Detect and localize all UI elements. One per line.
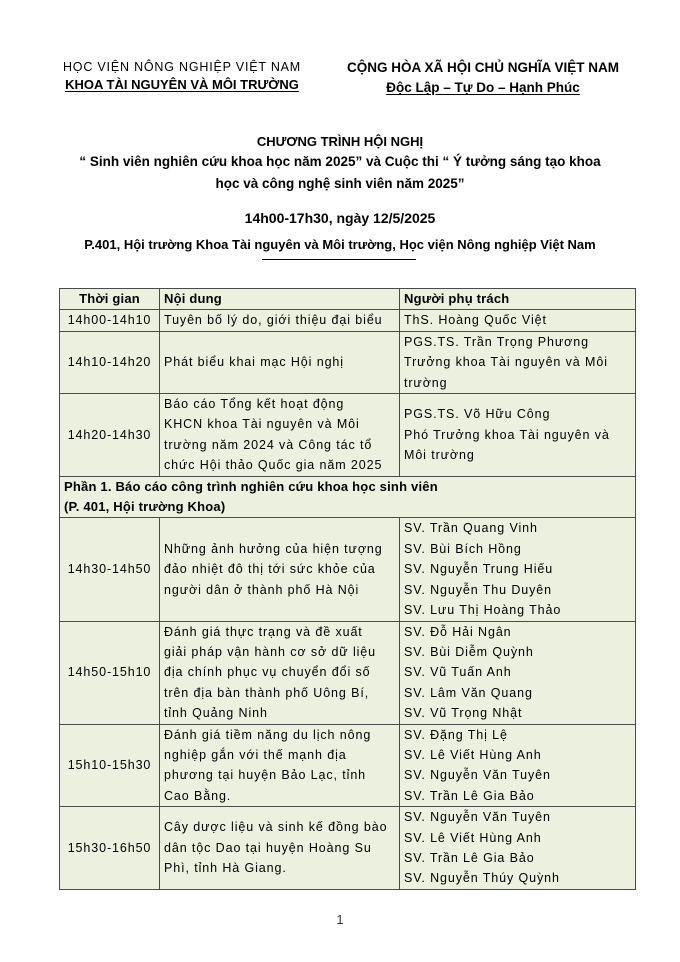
person-line: SV. Nguyễn Trung Hiếu — [404, 562, 554, 577]
content-line: đảo nhiệt đô thị tới sức khỏe của — [164, 562, 376, 577]
header-person: Người phụ trách — [400, 289, 636, 310]
content-line: trường năm 2024 và Công tác tổ — [164, 437, 373, 452]
person-line: Phó Trưởng khoa Tài nguyên và — [404, 427, 610, 442]
person-line: SV. Bùi Diễm Quỳnh — [404, 644, 534, 659]
content-line: KHCN khoa Tài nguyên và Môi — [164, 417, 360, 432]
title-rule — [262, 259, 416, 260]
content-cell — [160, 310, 400, 331]
content-line: giải pháp vận hành cơ sở dữ liệu — [164, 644, 377, 659]
table-header-row — [60, 289, 636, 310]
content-cell — [160, 394, 400, 477]
person-line: SV. Lưu Thị Hoàng Thảo — [404, 603, 562, 618]
person-line: SV. Đặng Thị Lệ — [404, 727, 508, 742]
event-time: 14h00-17h30, ngày 12/5/2025 — [244, 210, 436, 226]
content-line: Cao Bằng. — [164, 788, 232, 803]
content-line: chức Hội thảo Quốc gia năm 2025 — [164, 458, 383, 473]
event-location: P.401, Hội trường Khoa Tài nguyên và Môi trường, Học viện Nông nghiệp Việt Nam — [84, 237, 596, 252]
person-line: SV. Bùi Bích Hồng — [404, 541, 522, 556]
person-line: SV. Vũ Tuấn Anh — [404, 665, 512, 680]
person-line: SV. Trần Lê Gia Bảo — [404, 850, 535, 865]
time-cell: 15h30-16h50 — [60, 807, 160, 890]
section-row — [60, 476, 636, 518]
time-cell: 14h20-14h30 — [60, 394, 160, 477]
motto: Độc Lập – Tự Do – Hạnh Phúc — [386, 80, 580, 95]
content-line: Những ảnh hưởng của hiện tượng — [164, 541, 383, 556]
header-left — [52, 58, 312, 94]
header-content: Nội dung — [160, 289, 400, 310]
table-row — [60, 394, 636, 477]
schedule-table — [59, 288, 636, 890]
person-cell — [400, 331, 636, 393]
time-cell: 14h00-14h10 — [60, 310, 160, 331]
time-cell: 14h30-14h50 — [60, 518, 160, 621]
content-cell — [160, 518, 400, 621]
event-name-line1: “ Sinh viên nghiên cứu khoa học năm 2025” và Cuộc thi “ Ý tưởng sáng tạo khoa — [79, 154, 601, 169]
content-line: người dân ở thành phố Hà Nội — [164, 582, 360, 597]
table-row — [60, 807, 636, 890]
page-number: 1 — [336, 912, 344, 927]
content-line: Phì, tỉnh Hà Giang. — [164, 861, 287, 876]
person-cell — [400, 724, 636, 807]
person-line: SV. Vũ Trọng Nhật — [404, 706, 523, 721]
table-row — [60, 310, 636, 331]
person-line: SV. Nguyễn Thúy Quỳnh — [404, 871, 560, 886]
person-cell — [400, 621, 636, 724]
content-line: nghiệp gắn với thế mạnh địa — [164, 747, 347, 762]
person-line: SV. Nguyễn Văn Tuyên — [404, 810, 551, 825]
content-line: Đánh giá thực trạng và đề xuất — [164, 624, 363, 639]
person-line: SV. Lê Viết Hùng Anh — [404, 830, 542, 845]
academy-name: HỌC VIỆN NÔNG NGHIỆP VIỆT NAM — [62, 60, 302, 74]
program-title: CHƯƠNG TRÌNH HỘI NGHỊ — [256, 134, 424, 149]
time-cell: 14h50-15h10 — [60, 621, 160, 724]
person-line: SV. Nguyễn Văn Tuyên — [404, 768, 551, 783]
content-line: tỉnh Quảng Ninh — [164, 706, 268, 721]
table-row — [60, 621, 636, 724]
person-line: SV. Trần Quang Vinh — [404, 521, 538, 536]
content-line: dân tộc Dao tại huyện Hoàng Su — [164, 840, 372, 855]
content-cell — [160, 331, 400, 393]
faculty-name: KHOA TÀI NGUYÊN VÀ MÔI TRƯỜNG — [65, 77, 299, 92]
title-block — [40, 133, 640, 254]
content-line: Cây dược liệu và sinh kế đồng bào — [164, 820, 388, 835]
person-line: Trưởng khoa Tài nguyên và Môi — [404, 355, 608, 370]
content-cell — [160, 621, 400, 724]
person-cell — [400, 310, 636, 331]
person-cell — [400, 394, 636, 477]
person-cell — [400, 807, 636, 890]
time-cell: 14h10-14h20 — [60, 331, 160, 393]
person-cell — [400, 518, 636, 621]
event-name-line2: học và công nghệ sinh viên năm 2025” — [215, 176, 465, 191]
person-line: Môi trường — [404, 448, 475, 463]
person-line: PGS.TS. Võ Hữu Công — [404, 407, 551, 422]
content-cell — [160, 807, 400, 890]
person-line: SV. Trần Lê Gia Bảo — [404, 788, 535, 803]
content-line: Báo cáo Tổng kết hoạt động — [164, 397, 345, 412]
country-name: CỘNG HÒA XÃ HỘI CHỦ NGHĨA VIỆT NAM — [346, 60, 619, 75]
person-line: PGS.TS. Trần Trọng Phương — [404, 334, 589, 349]
content-line: trên địa bàn thành phố Uông Bí, — [164, 685, 370, 700]
header-right — [338, 58, 628, 98]
content-line: địa chính phục vụ chuyển đổi số — [164, 665, 371, 680]
person-line: trường — [404, 375, 448, 390]
content-line: Phát biểu khai mạc Hội nghị — [164, 355, 344, 370]
content-line: Đánh giá tiềm năng du lịch nông — [164, 727, 372, 742]
person-line: SV. Đỗ Hải Ngân — [404, 624, 512, 639]
header-time: Thời gian — [60, 289, 160, 310]
content-line: Tuyên bố lý do, giới thiệu đại biểu — [164, 313, 383, 328]
table-row — [60, 331, 636, 393]
table-row — [60, 518, 636, 621]
person-line: SV. Lâm Văn Quang — [404, 685, 533, 700]
table-row — [60, 724, 636, 807]
content-cell — [160, 724, 400, 807]
content-line: phương tại huyện Bảo Lạc, tỉnh — [164, 768, 367, 783]
time-cell: 15h10-15h30 — [60, 724, 160, 807]
person-line: SV. Nguyễn Thu Duyên — [404, 582, 552, 597]
person-line: ThS. Hoàng Quốc Việt — [404, 313, 547, 328]
person-line: SV. Lê Viết Hùng Anh — [404, 747, 542, 762]
section-title: Phần 1. Báo cáo công trình nghiên cứu khoa học sinh viên (P. 401, Hội trường Khoa) — [60, 476, 636, 518]
